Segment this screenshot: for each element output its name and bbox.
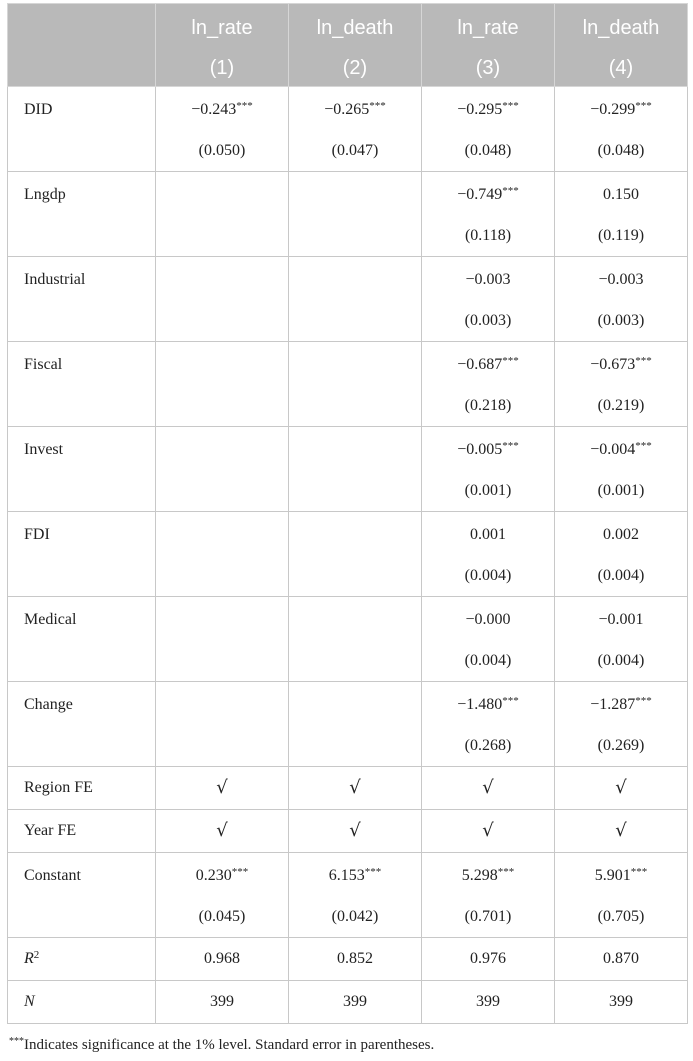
table-row-year-fe [8, 810, 688, 853]
header-name: ln_death [582, 17, 660, 39]
table-cell [289, 342, 422, 427]
row-label: FDI [8, 512, 156, 597]
row-label: N [8, 981, 156, 1024]
header-row [8, 4, 688, 87]
table-cell: 0.230*** (0.045) [156, 853, 289, 938]
table-cell [289, 682, 422, 767]
footnote-stars: *** [9, 1036, 24, 1047]
row-label: Lngdp [8, 172, 156, 257]
table-cell: 0.852 [289, 938, 422, 981]
table-cell: −0.295*** (0.048) [422, 87, 555, 172]
row-label: Medical [8, 597, 156, 682]
table-row-change [8, 682, 688, 767]
table-cell: −0.004*** (0.001) [555, 427, 688, 512]
check-mark: √ [156, 810, 289, 853]
table-cell [289, 597, 422, 682]
table-cell: 0.150 (0.119) [555, 172, 688, 257]
table-row-invest [8, 427, 688, 512]
row-label: Fiscal [8, 342, 156, 427]
row-label: $R^2$ [8, 938, 156, 981]
header-col-2 [289, 4, 422, 87]
table-cell: −0.003 (0.003) [422, 257, 555, 342]
table-cell: −1.287*** (0.269) [555, 682, 688, 767]
table-cell [156, 512, 289, 597]
table-cell: 0.968 [156, 938, 289, 981]
table-cell: −0.749*** (0.118) [422, 172, 555, 257]
table-cell: −0.003 (0.003) [555, 257, 688, 342]
table-cell: 399 [555, 981, 688, 1024]
table-cell [156, 682, 289, 767]
table-cell [289, 512, 422, 597]
header-name: ln_rate [457, 17, 519, 39]
table-cell: −0.243*** (0.050) [156, 87, 289, 172]
regression-table-wrapper [7, 3, 687, 1024]
row-label: Year FE [8, 810, 156, 853]
header-stub [8, 4, 156, 87]
header-col-1 [156, 4, 289, 87]
table-cell: 0.976 [422, 938, 555, 981]
header-name: ln_rate [191, 17, 253, 39]
check-mark: √ [555, 810, 688, 853]
row-label: Region FE [8, 767, 156, 810]
table-cell: −0.005*** (0.001) [422, 427, 555, 512]
table-cell [156, 342, 289, 427]
table-cell: 6.153*** (0.042) [289, 853, 422, 938]
table-cell: −0.000 (0.004) [422, 597, 555, 682]
table-cell [156, 427, 289, 512]
table-cell: 5.298*** (0.701) [422, 853, 555, 938]
table-row-region-fe [8, 767, 688, 810]
table-cell: −0.673*** (0.219) [555, 342, 688, 427]
table-cell [289, 172, 422, 257]
row-label: Constant [8, 853, 156, 938]
table-row-medical [8, 597, 688, 682]
row-label: Industrial [8, 257, 156, 342]
table-cell: −0.299*** (0.048) [555, 87, 688, 172]
footnote-text: Indicates significance at the 1% level. Standard error in parentheses. [24, 1037, 435, 1053]
table-cell [289, 427, 422, 512]
table-row-industrial [8, 257, 688, 342]
table-row-fdi [8, 512, 688, 597]
table-cell [156, 597, 289, 682]
table-cell: 0.002 (0.004) [555, 512, 688, 597]
table-cell: 399 [422, 981, 555, 1024]
table-cell [289, 257, 422, 342]
check-mark: √ [289, 767, 422, 810]
table-cell: 399 [156, 981, 289, 1024]
table-cell: −0.687*** (0.218) [422, 342, 555, 427]
header-col-4 [555, 4, 688, 87]
regression-table [7, 3, 688, 1024]
check-mark: √ [555, 767, 688, 810]
table-row-lngdp [8, 172, 688, 257]
table-cell: −0.001 (0.004) [555, 597, 688, 682]
header-col-3 [422, 4, 555, 87]
header-num: (3) [475, 57, 501, 79]
table-cell [156, 257, 289, 342]
check-mark: √ [289, 810, 422, 853]
table-row-constant [8, 853, 688, 938]
table-cell: 0.870 [555, 938, 688, 981]
row-label: Invest [8, 427, 156, 512]
table-row-r2 [8, 938, 688, 981]
table-footnote [9, 1037, 434, 1054]
table-cell: 0.001 (0.004) [422, 512, 555, 597]
header-num: (4) [608, 57, 634, 79]
table-row-n [8, 981, 688, 1024]
table-cell: 399 [289, 981, 422, 1024]
table-cell [156, 172, 289, 257]
header-num: (2) [342, 57, 368, 79]
header-name: ln_death [316, 17, 394, 39]
table-cell: −1.480*** (0.268) [422, 682, 555, 767]
row-label: Change [8, 682, 156, 767]
header-num: (1) [209, 57, 235, 79]
table-row-fiscal [8, 342, 688, 427]
check-mark: √ [422, 810, 555, 853]
check-mark: √ [156, 767, 289, 810]
check-mark: √ [422, 767, 555, 810]
row-label: DID [8, 87, 156, 172]
table-row-did [8, 87, 688, 172]
table-cell: −0.265*** (0.047) [289, 87, 422, 172]
table-cell: 5.901*** (0.705) [555, 853, 688, 938]
